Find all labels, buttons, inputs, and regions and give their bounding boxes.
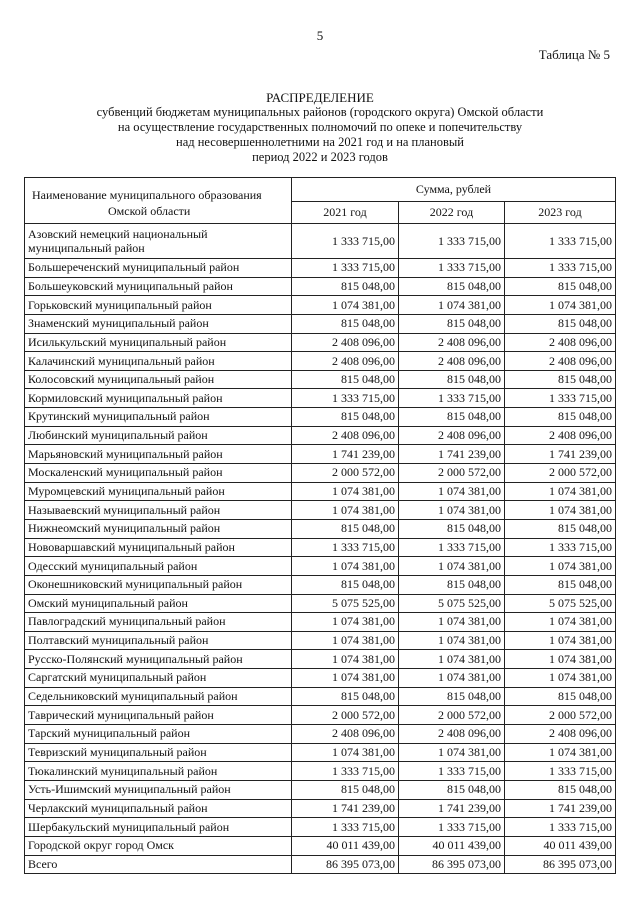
table-row [25, 836, 616, 855]
document-title [0, 90, 640, 165]
value-2023: 1 333 715,00 [505, 538, 616, 557]
row-name: Колосовский муниципальный район [25, 370, 292, 389]
value-2021: 815 048,00 [292, 519, 399, 538]
table-row [25, 277, 616, 296]
value-2022: 1 333 715,00 [399, 259, 505, 278]
table-row [25, 389, 616, 408]
table-row [25, 650, 616, 669]
header-name-cell [25, 178, 292, 224]
value-2022: 1 074 381,00 [399, 482, 505, 501]
row-name: Седельниковский муниципальный район [25, 687, 292, 706]
row-name: Русско-Полянский муниципальный район [25, 650, 292, 669]
value-2023: 815 048,00 [505, 408, 616, 427]
row-name: Омский муниципальный район [25, 594, 292, 613]
value-2021: 1 333 715,00 [292, 389, 399, 408]
value-2023: 1 333 715,00 [505, 389, 616, 408]
value-2023: 2 000 572,00 [505, 464, 616, 483]
table-label: Таблица № 5 [538, 47, 610, 62]
header-name-line-2: Омской области [108, 204, 191, 218]
value-2021: 1 741 239,00 [292, 799, 399, 818]
table-row [25, 855, 616, 874]
value-2022: 815 048,00 [399, 780, 505, 799]
value-2021: 815 048,00 [292, 687, 399, 706]
value-2022: 1 333 715,00 [399, 818, 505, 837]
header-year-2022: 2022 год [399, 202, 505, 224]
value-2022: 1 741 239,00 [399, 445, 505, 464]
row-name: Любинский муниципальный район [25, 426, 292, 445]
value-2023: 815 048,00 [505, 370, 616, 389]
header-year-2023: 2023 год [505, 202, 616, 224]
value-2023: 1 074 381,00 [505, 669, 616, 688]
value-2021: 5 075 525,00 [292, 594, 399, 613]
header-year-2021: 2021 год [292, 202, 399, 224]
table-row [25, 482, 616, 501]
value-2023: 1 074 381,00 [505, 613, 616, 632]
table-row [25, 725, 616, 744]
table-row [25, 333, 616, 352]
row-name: Нижнеомский муниципальный район [25, 519, 292, 538]
table-row [25, 743, 616, 762]
value-2023: 1 074 381,00 [505, 743, 616, 762]
value-2022: 1 333 715,00 [399, 224, 505, 259]
table-row [25, 259, 616, 278]
row-name: Азовский немецкий национальный муниципальный район [25, 224, 292, 259]
table-row [25, 669, 616, 688]
value-2022: 2 408 096,00 [399, 352, 505, 371]
table-row [25, 519, 616, 538]
value-2022: 815 048,00 [399, 575, 505, 594]
value-2023: 815 048,00 [505, 687, 616, 706]
value-2021: 1 074 381,00 [292, 482, 399, 501]
header-name-line-1: Наименование муниципального образования [32, 188, 262, 202]
value-2022: 2 408 096,00 [399, 725, 505, 744]
value-2023: 1 074 381,00 [505, 557, 616, 576]
row-name: Муромцевский муниципальный район [25, 482, 292, 501]
row-name: Усть-Ишимский муниципальный район [25, 780, 292, 799]
row-name: Кормиловский муниципальный район [25, 389, 292, 408]
page-number: 5 [316, 28, 324, 43]
row-name: Всего [25, 855, 292, 874]
row-name: Городской округ город Омск [25, 836, 292, 855]
value-2023: 1 074 381,00 [505, 296, 616, 315]
value-2023: 1 333 715,00 [505, 818, 616, 837]
table-row [25, 296, 616, 315]
value-2023: 2 000 572,00 [505, 706, 616, 725]
value-2022: 1 333 715,00 [399, 389, 505, 408]
value-2023: 1 333 715,00 [505, 762, 616, 781]
value-2021: 815 048,00 [292, 277, 399, 296]
value-2021: 1 074 381,00 [292, 669, 399, 688]
row-name: Черлакский муниципальный район [25, 799, 292, 818]
value-2021: 2 408 096,00 [292, 725, 399, 744]
value-2021: 1 074 381,00 [292, 743, 399, 762]
value-2022: 1 074 381,00 [399, 669, 505, 688]
value-2021: 2 408 096,00 [292, 426, 399, 445]
value-2022: 815 048,00 [399, 408, 505, 427]
value-2022: 5 075 525,00 [399, 594, 505, 613]
value-2022: 1 074 381,00 [399, 613, 505, 632]
value-2023: 815 048,00 [505, 314, 616, 333]
value-2023: 2 408 096,00 [505, 333, 616, 352]
table-row [25, 575, 616, 594]
value-2023: 815 048,00 [505, 519, 616, 538]
value-2023: 1 074 381,00 [505, 631, 616, 650]
table-row [25, 762, 616, 781]
value-2023: 1 074 381,00 [505, 650, 616, 669]
table-row [25, 687, 616, 706]
table-row [25, 631, 616, 650]
row-name: Оконешниковский муниципальный район [25, 575, 292, 594]
value-2021: 2 000 572,00 [292, 706, 399, 725]
value-2023: 815 048,00 [505, 780, 616, 799]
row-name: Тарский муниципальный район [25, 725, 292, 744]
header-sum: Сумма, рублей [292, 178, 616, 202]
table-row [25, 780, 616, 799]
table-row [25, 538, 616, 557]
value-2022: 2 000 572,00 [399, 464, 505, 483]
table-row [25, 224, 616, 259]
value-2021: 86 395 073,00 [292, 855, 399, 874]
value-2023: 2 408 096,00 [505, 725, 616, 744]
value-2021: 1 333 715,00 [292, 259, 399, 278]
value-2021: 1 333 715,00 [292, 818, 399, 837]
distribution-table [24, 177, 616, 874]
table-row [25, 799, 616, 818]
value-2023: 815 048,00 [505, 575, 616, 594]
table-row [25, 370, 616, 389]
value-2021: 1 074 381,00 [292, 557, 399, 576]
value-2021: 2 000 572,00 [292, 464, 399, 483]
value-2021: 2 408 096,00 [292, 333, 399, 352]
value-2021: 1 333 715,00 [292, 224, 399, 259]
table-row [25, 445, 616, 464]
value-2023: 1 741 239,00 [505, 445, 616, 464]
value-2021: 1 074 381,00 [292, 613, 399, 632]
table-row [25, 594, 616, 613]
table-row [25, 501, 616, 520]
table-body [25, 224, 616, 874]
row-name: Большереченский муниципальный район [25, 259, 292, 278]
value-2021: 815 048,00 [292, 370, 399, 389]
row-name: Полтавский муниципальный район [25, 631, 292, 650]
row-name: Калачинский муниципальный район [25, 352, 292, 371]
table-row [25, 426, 616, 445]
title-main: РАСПРЕДЕЛЕНИЕ [266, 90, 374, 105]
value-2021: 1 333 715,00 [292, 762, 399, 781]
title-line-1: субвенций бюджетам муниципальных районов (городского округа) Омской области [96, 105, 544, 119]
row-name: Нововаршавский муниципальный район [25, 538, 292, 557]
value-2023: 40 011 439,00 [505, 836, 616, 855]
title-line-2: на осуществление государственных полномочий по опеке и попечительству [117, 120, 523, 134]
table-row [25, 557, 616, 576]
table-row [25, 352, 616, 371]
value-2023: 1 074 381,00 [505, 501, 616, 520]
value-2022: 815 048,00 [399, 519, 505, 538]
row-name: Называевский муниципальный район [25, 501, 292, 520]
value-2022: 1 333 715,00 [399, 762, 505, 781]
table-row [25, 706, 616, 725]
value-2022: 1 333 715,00 [399, 538, 505, 557]
value-2022: 1 074 381,00 [399, 557, 505, 576]
value-2022: 815 048,00 [399, 277, 505, 296]
value-2021: 815 048,00 [292, 575, 399, 594]
value-2022: 815 048,00 [399, 687, 505, 706]
value-2023: 1 333 715,00 [505, 259, 616, 278]
value-2022: 1 741 239,00 [399, 799, 505, 818]
value-2022: 86 395 073,00 [399, 855, 505, 874]
value-2022: 1 074 381,00 [399, 296, 505, 315]
row-name: Исилькульский муниципальный район [25, 333, 292, 352]
table-row [25, 818, 616, 837]
value-2022: 1 074 381,00 [399, 650, 505, 669]
value-2021: 2 408 096,00 [292, 352, 399, 371]
row-name: Знаменский муниципальный район [25, 314, 292, 333]
value-2023: 2 408 096,00 [505, 352, 616, 371]
value-2022: 1 074 381,00 [399, 631, 505, 650]
table-row [25, 613, 616, 632]
row-name: Марьяновский муниципальный район [25, 445, 292, 464]
value-2021: 1 741 239,00 [292, 445, 399, 464]
value-2021: 1 074 381,00 [292, 631, 399, 650]
row-name: Шербакульский муниципальный район [25, 818, 292, 837]
value-2021: 815 048,00 [292, 314, 399, 333]
value-2022: 1 074 381,00 [399, 743, 505, 762]
value-2021: 1 074 381,00 [292, 650, 399, 669]
row-name: Таврический муниципальный район [25, 706, 292, 725]
row-name: Одесский муниципальный район [25, 557, 292, 576]
title-line-4: период 2022 и 2023 годов [252, 150, 388, 164]
value-2021: 1 074 381,00 [292, 296, 399, 315]
value-2021: 1 074 381,00 [292, 501, 399, 520]
value-2022: 815 048,00 [399, 314, 505, 333]
value-2023: 1 333 715,00 [505, 224, 616, 259]
value-2023: 1 741 239,00 [505, 799, 616, 818]
value-2022: 1 074 381,00 [399, 501, 505, 520]
value-2021: 815 048,00 [292, 408, 399, 427]
value-2022: 2 408 096,00 [399, 426, 505, 445]
value-2022: 2 408 096,00 [399, 333, 505, 352]
table-row [25, 408, 616, 427]
row-name: Горьковский муниципальный район [25, 296, 292, 315]
table-row [25, 464, 616, 483]
table-row [25, 314, 616, 333]
value-2021: 815 048,00 [292, 780, 399, 799]
value-2023: 86 395 073,00 [505, 855, 616, 874]
value-2022: 2 000 572,00 [399, 706, 505, 725]
value-2022: 40 011 439,00 [399, 836, 505, 855]
value-2023: 2 408 096,00 [505, 426, 616, 445]
value-2023: 1 074 381,00 [505, 482, 616, 501]
row-name: Павлоградский муниципальный район [25, 613, 292, 632]
value-2023: 815 048,00 [505, 277, 616, 296]
row-name: Тюкалинский муниципальный район [25, 762, 292, 781]
row-name: Большеуковский муниципальный район [25, 277, 292, 296]
row-name: Тевризский муниципальный район [25, 743, 292, 762]
value-2023: 5 075 525,00 [505, 594, 616, 613]
row-name: Москаленский муниципальный район [25, 464, 292, 483]
value-2021: 1 333 715,00 [292, 538, 399, 557]
title-line-3: над несовершеннолетними на 2021 год и на плановый [176, 135, 464, 149]
value-2022: 815 048,00 [399, 370, 505, 389]
value-2021: 40 011 439,00 [292, 836, 399, 855]
row-name: Саргатский муниципальный район [25, 669, 292, 688]
row-name: Крутинский муниципальный район [25, 408, 292, 427]
